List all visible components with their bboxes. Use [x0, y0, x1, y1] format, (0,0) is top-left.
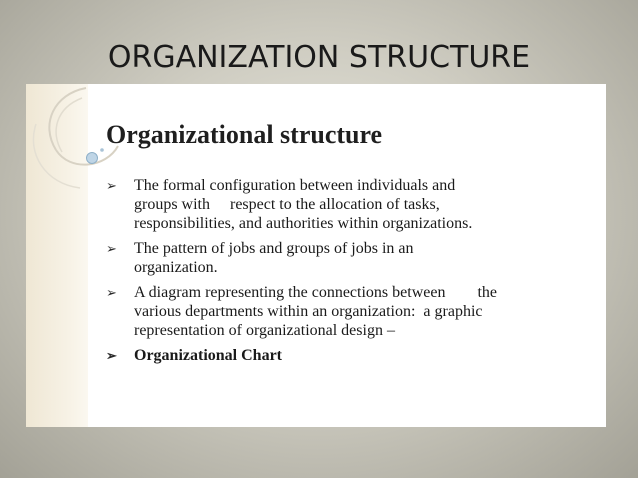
- panel-heading: Organizational structure: [106, 120, 383, 149]
- bullet-line: various departments within an organization: a graphic: [134, 303, 483, 320]
- bullet-item-organizational-chart: [106, 346, 596, 365]
- bullet-line: Organizational Chart: [134, 347, 282, 364]
- bullet-item-diagram-connections: [106, 283, 596, 340]
- bullet-arrow-icon: ➢: [106, 178, 117, 193]
- bullet-list: [106, 176, 596, 371]
- bullet-line: representation of organizational design –: [134, 322, 395, 339]
- bullet-item-formal-configuration: [106, 176, 596, 233]
- bullet-line: The formal configuration between individuals and: [134, 177, 456, 194]
- slide-title: ORGANIZATION STRUCTURE: [107, 40, 531, 75]
- bullet-arrow-icon: ➢: [106, 285, 117, 300]
- content-panel: [26, 84, 606, 427]
- bullet-line: A diagram representing the connections between the: [134, 284, 497, 301]
- bullet-line: organization.: [134, 259, 218, 276]
- bullet-arrow-icon: ➢: [106, 241, 117, 256]
- bullet-line: The pattern of jobs and groups of jobs in an: [134, 240, 414, 257]
- bullet-line: groups with respect to the allocation of tasks,: [134, 196, 440, 213]
- bullet-line: responsibilities, and authorities within organizations.: [134, 215, 473, 232]
- bullet-item-pattern-of-jobs: [106, 239, 596, 277]
- bullet-arrow-icon: ➢: [106, 348, 117, 363]
